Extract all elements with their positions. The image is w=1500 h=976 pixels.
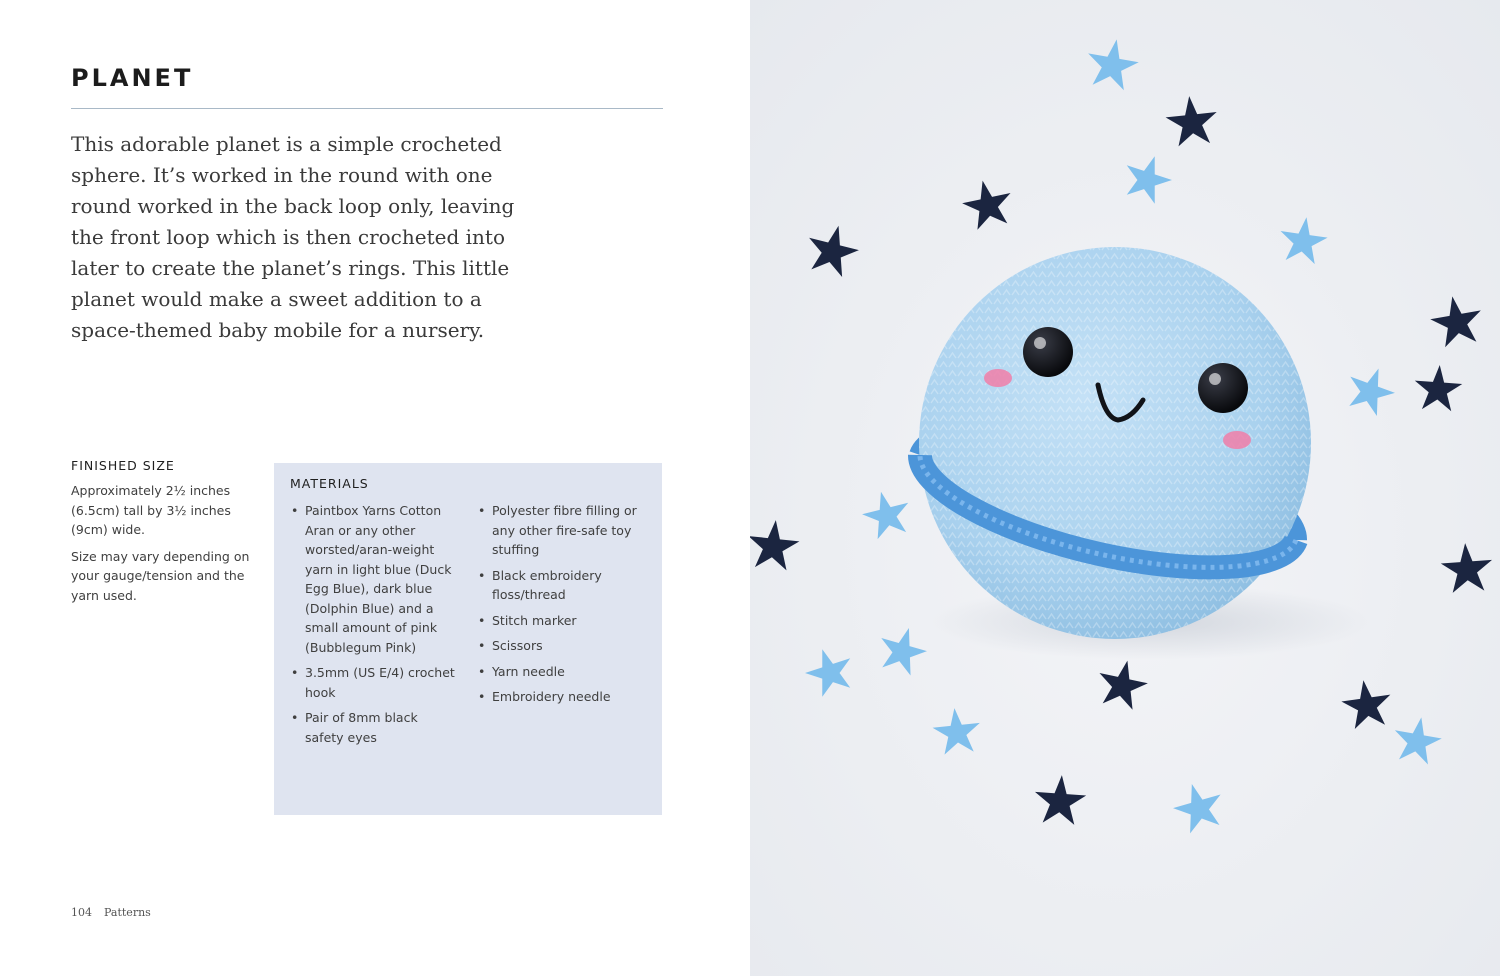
materials-list-item (477, 636, 655, 656)
bullet: • (478, 612, 486, 628)
page-title: PLANET (71, 64, 194, 92)
right-eye-highlight (1209, 373, 1221, 385)
left-cheek (984, 369, 1012, 387)
bullet: • (478, 663, 486, 679)
bullet: • (478, 503, 486, 518)
bullet: • (478, 689, 486, 704)
finished-size-text: Approximately 2½ inches (6.5cm) tall by 3½ inches (9cm) wide. (71, 483, 231, 537)
materials-list-column-2 (477, 501, 655, 713)
materials-item-text: Yarn needle (492, 663, 565, 679)
materials-list-column-1 (290, 501, 455, 753)
materials-item-text: Polyester fibre filling or any other fire-safe toy stuffing (492, 503, 637, 557)
finished-size-section (71, 458, 251, 612)
materials-item-text: Embroidery needle (492, 689, 611, 704)
size-note-text: Size may vary depending on your gauge/tension and the yarn used. (71, 548, 250, 603)
title-divider (71, 108, 663, 109)
materials-item-text: Pair of 8mm black safety eyes (305, 710, 418, 745)
planet-texture (919, 247, 1311, 639)
materials-list-item (477, 566, 655, 605)
materials-item-text: Scissors (492, 638, 543, 653)
materials-item-text: Stitch marker (492, 612, 577, 628)
materials-item-text: 3.5mm (US E/4) crochet hook (305, 665, 455, 700)
page-footer (71, 906, 151, 919)
planet-photo (750, 0, 1500, 976)
left-eye (1023, 327, 1073, 377)
materials-list-item (477, 662, 655, 682)
bullet: • (291, 710, 299, 725)
bullet: • (291, 503, 299, 518)
page-number: 104 (71, 906, 92, 919)
photo-page (750, 0, 1500, 976)
materials-item-text: Paintbox Yarns Cotton Aran or any other worsted/aran-weight yarn in light blue (Duck Egg Blue), dark blue (Dolphin Blue) and a small amount of pink (Bubblegum Pink) (305, 503, 452, 655)
section-name: Patterns (104, 906, 151, 919)
left-eye-highlight (1034, 337, 1046, 349)
bullet: • (291, 665, 299, 680)
bullet: • (478, 638, 486, 653)
materials-heading: MATERIALS (290, 476, 369, 491)
bullet: • (478, 567, 486, 583)
materials-list-item (290, 501, 455, 657)
materials-list-item (477, 687, 655, 707)
right-eye (1198, 363, 1248, 413)
materials-list-item (290, 708, 455, 747)
materials-item-text: Black embroidery floss/thread (492, 567, 602, 602)
materials-box (274, 463, 662, 815)
materials-list-item (290, 663, 455, 702)
materials-list-item (477, 611, 655, 631)
intro-paragraph: This adorable planet is a simple crocheted sphere. It’s worked in the round with one round worked in the back loop only, leaving the front loop which is then crocheted into later to create the planet’s rings. This little planet would make a sweet addition to a space-themed baby mobile for a nursery. (71, 132, 515, 342)
finished-size-heading: FINISHED SIZE (71, 458, 175, 473)
right-cheek (1223, 431, 1251, 449)
planet-amigurumi (919, 247, 1311, 639)
materials-list-item (477, 501, 655, 560)
